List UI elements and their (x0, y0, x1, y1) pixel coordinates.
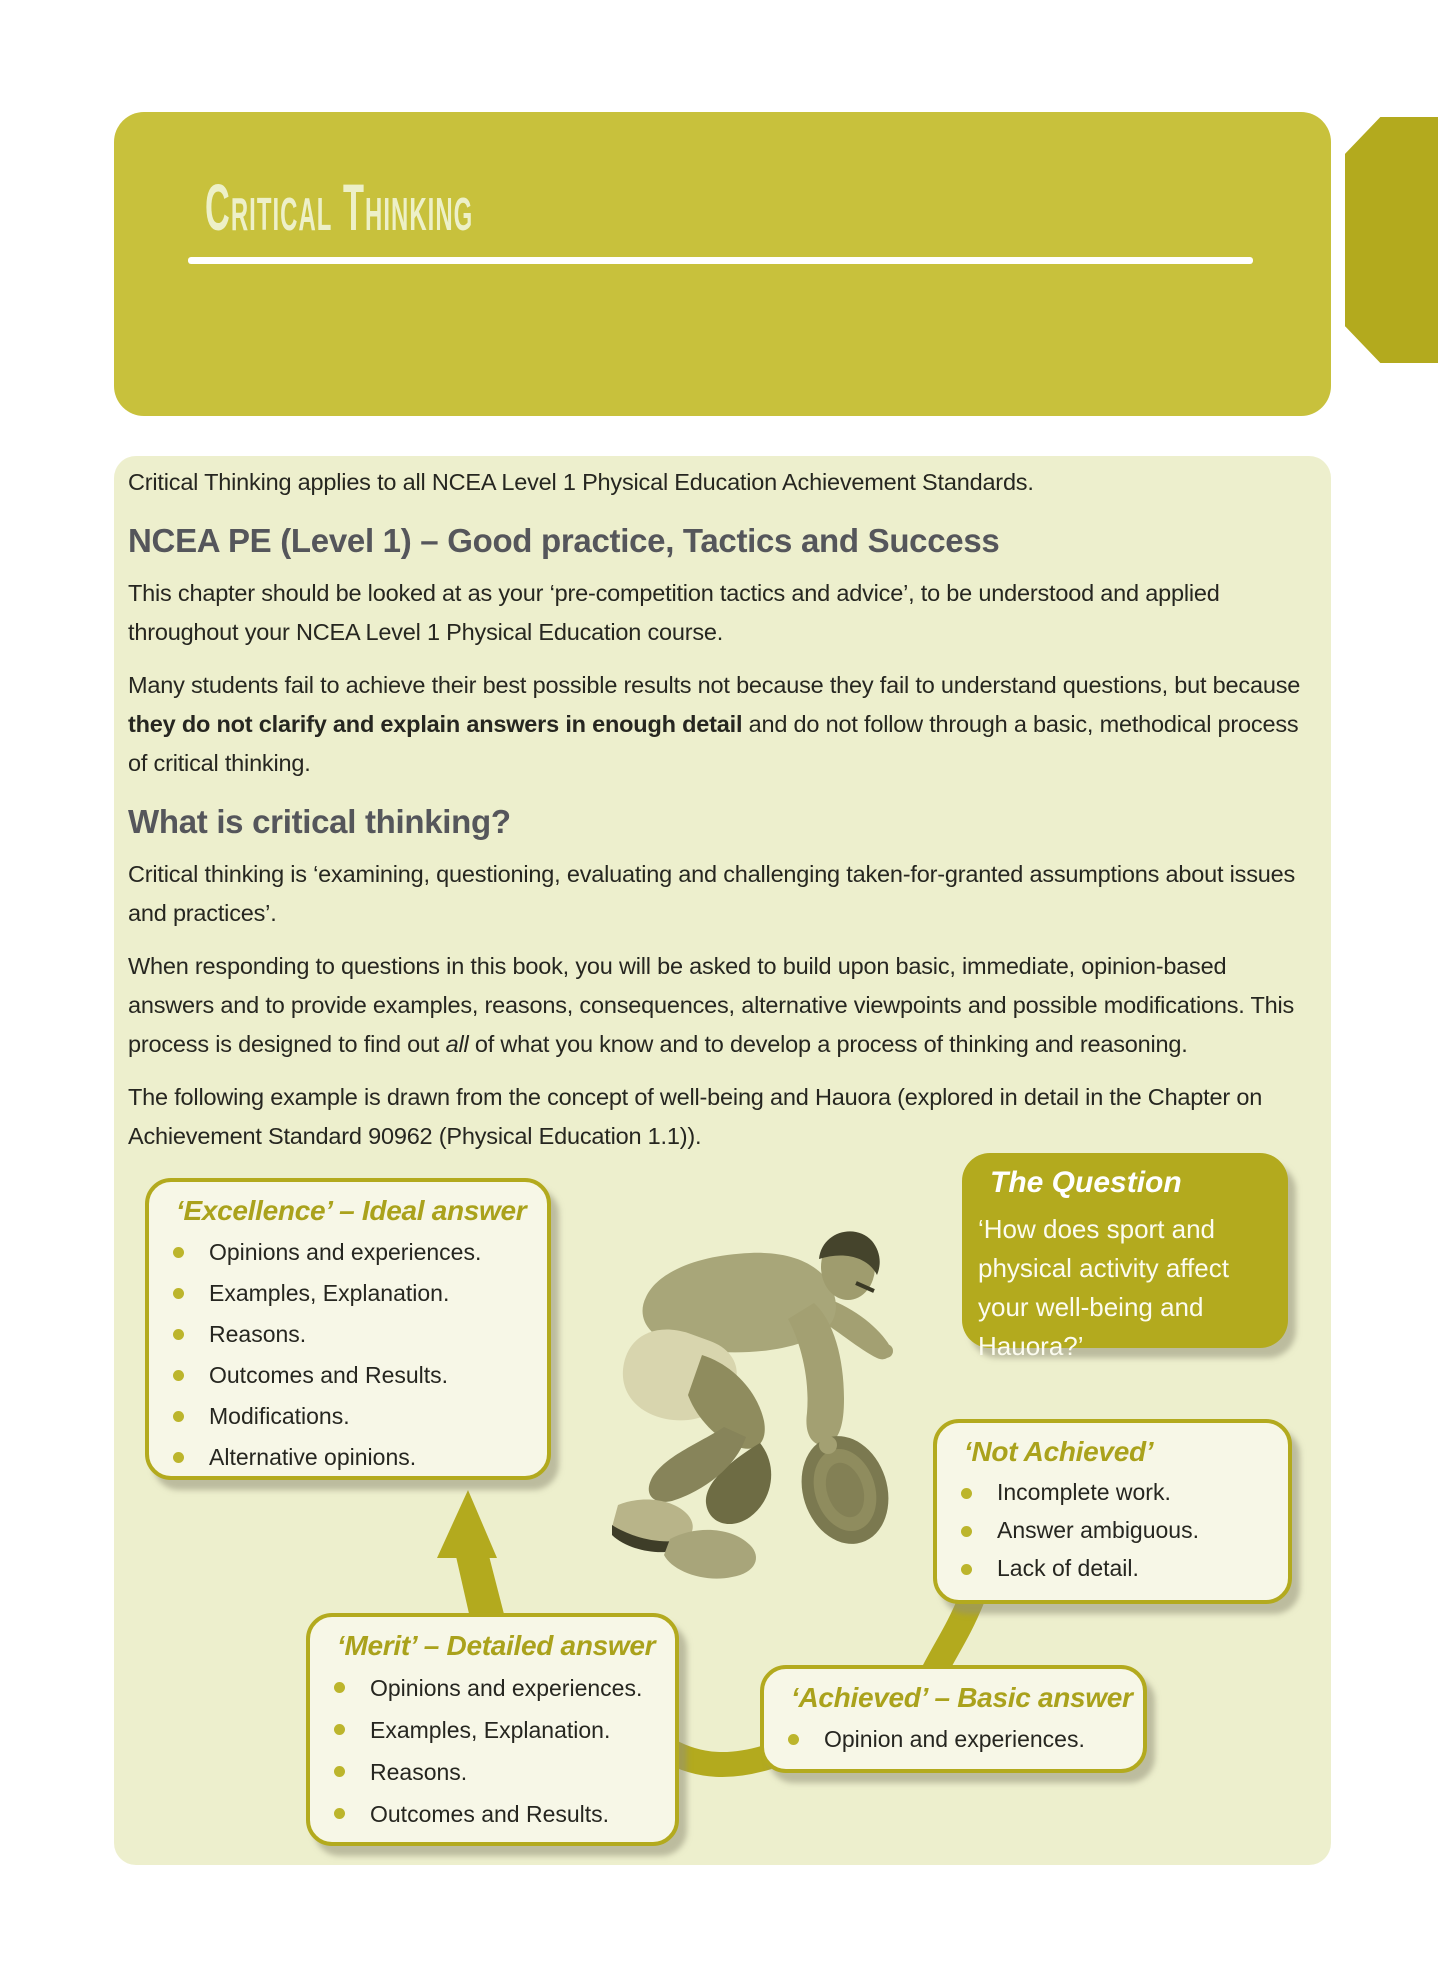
bullet-dot-icon (961, 1526, 972, 1537)
achieved-box (760, 1665, 1147, 1773)
bullet-dot-icon (173, 1370, 184, 1381)
bullet-dot-icon (173, 1247, 184, 1258)
list-item (149, 1232, 547, 1273)
bullet-dot-icon (334, 1724, 345, 1735)
list-item-label: Outcomes and Results. (370, 1801, 610, 1827)
list-item (149, 1437, 547, 1478)
chapter-title: Critical Thinking (205, 170, 474, 244)
section2-para3: The following example is drawn from the concept of well-being and Hauora (explored in detail in the Chapter on Achievement Standard 90962 (Physical Education 1.1)). (128, 1084, 1263, 1149)
bullet-dot-icon (961, 1488, 972, 1499)
section2-heading: What is critical thinking? (128, 803, 511, 840)
jumping-frisbee-player-image (598, 1205, 908, 1595)
corner-tab (1345, 117, 1438, 363)
not-achieved-title: ‘Not Achieved’ (964, 1436, 1154, 1467)
excellence-title: ‘Excellence’ – Ideal answer (176, 1195, 527, 1226)
list-item (310, 1751, 675, 1793)
list-item-label: Alternative opinions. (209, 1444, 417, 1470)
question-title: The Question (990, 1166, 1182, 1199)
bullet-dot-icon (173, 1452, 184, 1463)
list-item (937, 1511, 1288, 1549)
chapter-header (114, 112, 1331, 416)
merit-title: ‘Merit’ – Detailed answer (337, 1630, 656, 1661)
list-item-label: Opinions and experiences. (209, 1239, 482, 1265)
bullet-dot-icon (173, 1329, 184, 1340)
section2-para2 (128, 947, 1316, 1064)
bullet-dot-icon (788, 1734, 799, 1745)
section2-para2-italic: all (445, 1031, 469, 1057)
bullet-dot-icon (961, 1564, 972, 1575)
list-item-label: Modifications. (209, 1403, 350, 1429)
list-item (149, 1273, 547, 1314)
question-body: ‘How does sport and physical activity affect your well-being and Hauora?’ (978, 1214, 1229, 1361)
section1-heading: NCEA PE (Level 1) – Good practice, Tactics and Success (128, 522, 1000, 559)
section1-para2-text-after: and do not follow through a basic, methodical process of critical thinking. (128, 711, 1299, 776)
section1-para1: This chapter should be looked at as your ‘pre-competition tactics and advice’, to be understood and applied throughout your NCEA Level 1 Physical Education course. (128, 580, 1220, 645)
list-item (149, 1396, 547, 1437)
excellence-list (149, 1232, 547, 1478)
section1-para2-text: Many students fail to achieve their best possible results not because they fail to understand questions, but because (128, 672, 1301, 698)
bullet-dot-icon (334, 1766, 345, 1777)
list-item-label: Reasons. (370, 1759, 468, 1785)
body-text (128, 463, 1316, 1170)
list-item-label: Incomplete work. (997, 1479, 1171, 1505)
list-item (310, 1709, 675, 1751)
list-item (149, 1355, 547, 1396)
intro-paragraph: Critical Thinking applies to all NCEA Level 1 Physical Education Achievement Standards. (128, 469, 1034, 495)
list-item (149, 1314, 547, 1355)
not-achieved-list (937, 1473, 1288, 1587)
list-item (310, 1667, 675, 1709)
bullet-dot-icon (173, 1288, 184, 1299)
merit-list (310, 1667, 675, 1835)
section1-para2 (128, 666, 1316, 783)
section2-para2-text: When responding to questions in this book, you will be asked to build upon basic, immediate, opinion-based answers and to provide examples, reasons, consequences, alternative viewpoints and possible modifications. This process is designed to find out (128, 953, 1295, 1057)
list-item-label: Opinion and experiences. (824, 1726, 1085, 1752)
title-underline (188, 257, 1253, 264)
list-item-label: Lack of detail. (997, 1555, 1139, 1581)
question-box (962, 1153, 1288, 1361)
bullet-dot-icon (334, 1682, 345, 1693)
merit-box (306, 1613, 679, 1846)
list-item-label: Examples, Explanation. (370, 1717, 611, 1743)
achieved-list (764, 1719, 1143, 1760)
list-item-label: Outcomes and Results. (209, 1362, 449, 1388)
list-item-label: Answer ambiguous. (997, 1517, 1199, 1543)
list-item (764, 1719, 1143, 1760)
list-item-label: Opinions and experiences. (370, 1675, 643, 1701)
list-item (937, 1473, 1288, 1511)
list-item-label: Examples, Explanation. (209, 1280, 450, 1306)
bullet-dot-icon (173, 1411, 184, 1422)
list-item-label: Reasons. (209, 1321, 307, 1347)
list-item (310, 1793, 675, 1835)
section2-para1: Critical thinking is ‘examining, questioning, evaluating and challenging taken-for-granted assumptions about issues and practices’. (128, 861, 1296, 926)
section1-para2-bold: they do not clarify and explain answers in enough detail (128, 711, 743, 737)
achieved-title: ‘Achieved’ – Basic answer (791, 1682, 1133, 1713)
list-item (937, 1549, 1288, 1587)
not-achieved-box (933, 1419, 1292, 1604)
bullet-dot-icon (334, 1808, 345, 1819)
section2-para2-text-after: of what you know and to develop a process of thinking and reasoning. (468, 1031, 1188, 1057)
excellence-box (145, 1178, 551, 1480)
